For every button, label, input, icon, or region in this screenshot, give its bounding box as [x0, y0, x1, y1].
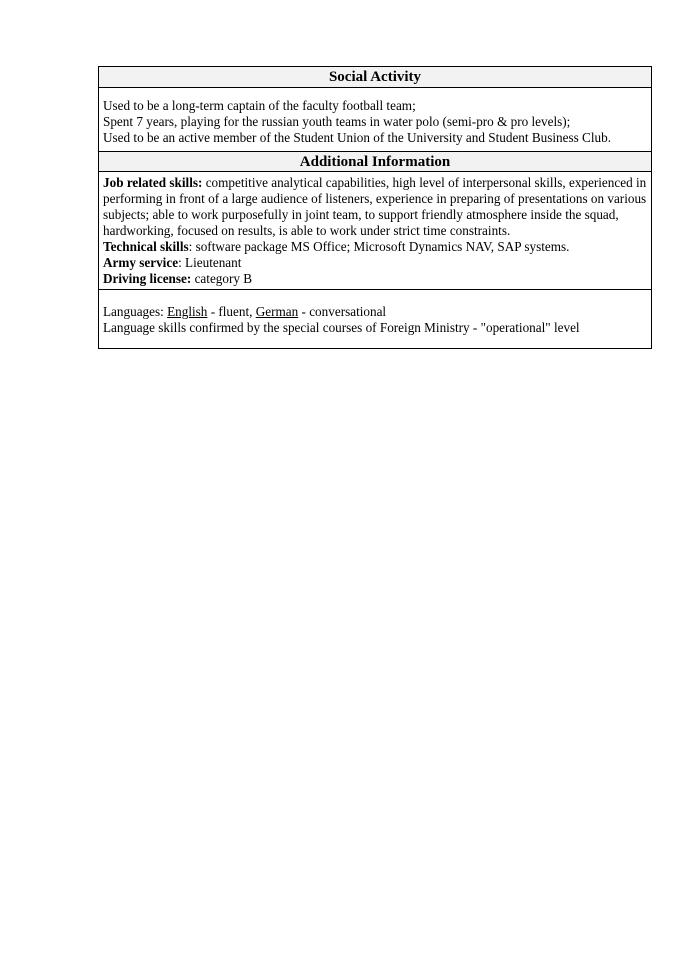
- language-english-level: - fluent,: [207, 304, 256, 319]
- social-activity-body: [99, 88, 651, 151]
- army-service-label: Army service: [103, 255, 179, 270]
- job-skills-label: Job related skills:: [103, 175, 203, 190]
- language-german: German: [255, 304, 299, 319]
- languages-line: [103, 304, 647, 320]
- additional-information-header: [99, 151, 651, 172]
- technical-skills-paragraph: [103, 239, 647, 255]
- technical-skills-label: Technical skills: [103, 239, 189, 254]
- languages-section: [99, 289, 651, 348]
- job-skills-paragraph: [103, 175, 647, 239]
- additional-information-title: Additional Information: [299, 154, 451, 170]
- social-activity-title: Social Activity: [328, 69, 422, 85]
- social-line: Used to be a long-term captain of the faculty football team;: [103, 98, 416, 113]
- language-german-level: - conversational: [298, 304, 387, 319]
- army-service-paragraph: [103, 255, 647, 271]
- job-skills-text: competitive analytical capabilities, high level of interpersonal skills, experienced in performing in front of a large audience of listeners, experience in preparing of presentations on various subjects; able to work purposefully in joint team, to support friendly atmosphere inside the squad, hardworking, focused on results, is able to work under strict time constraints.: [103, 175, 647, 238]
- language-english: English: [167, 304, 208, 319]
- social-line: Used to be an active member of the Student Union of the University and Student Business Club.: [103, 130, 612, 145]
- social-activity-header: [99, 67, 651, 88]
- cv-table: [98, 66, 652, 349]
- driving-license-label: Driving license:: [103, 271, 192, 286]
- languages-prefix: Languages:: [103, 304, 168, 319]
- social-line: Spent 7 years, playing for the russian youth teams in water polo (semi-pro & pro levels);: [103, 114, 571, 129]
- army-service-text: : Lieutenant: [178, 255, 242, 270]
- driving-license-text: category B: [191, 271, 253, 286]
- additional-information-body: [99, 172, 651, 289]
- driving-license-paragraph: [103, 271, 647, 287]
- technical-skills-text: : software package MS Office; Microsoft Dynamics NAV, SAP systems.: [188, 239, 570, 254]
- languages-note: Language skills confirmed by the special courses of Foreign Ministry - "operational" level: [103, 320, 580, 335]
